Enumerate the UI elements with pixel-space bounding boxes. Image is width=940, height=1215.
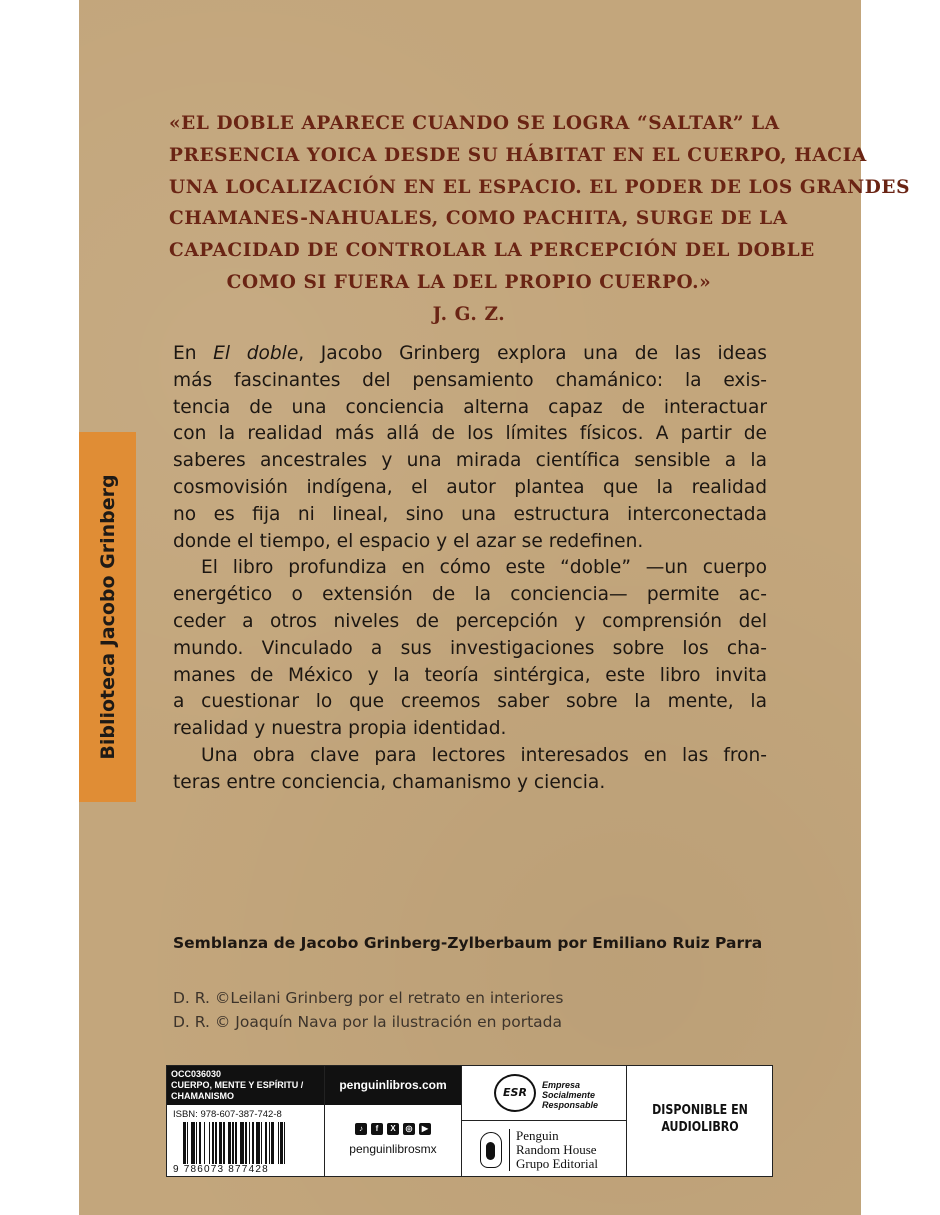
book-back-cover — [79, 0, 911, 1215]
synopsis-line: tencia de una conciencia alterna capaz de interactuar — [173, 396, 767, 418]
synopsis-line: saberes ancestrales y una mirada científica sensible a la — [173, 450, 767, 472]
isbn: ISBN: 978-607-387-742-8 — [173, 1109, 282, 1120]
youtube-icon[interactable]: ▶ — [419, 1123, 431, 1135]
synopsis-line: a cuestionar lo que creemos saber sobre la mente, la — [173, 691, 767, 713]
social-icons — [325, 1123, 461, 1135]
esr-text — [542, 1080, 598, 1110]
audiobook-line: DISPONIBLE EN — [652, 1103, 748, 1118]
synopsis-line: mundo. Vinculado a sus investigaciones sobre los cha- — [173, 637, 767, 659]
synopsis-line: energético o extensión de la conciencia— permite ac- — [173, 584, 767, 606]
image-credits — [173, 986, 793, 1034]
esr-line: Socialmente — [542, 1090, 596, 1100]
publisher-info-box — [166, 1065, 773, 1177]
synopsis-line: con la realidad más allá de los límites físicos. A partir de — [173, 423, 767, 445]
audiobook-label — [638, 1102, 762, 1136]
esr-logo: ESR — [494, 1074, 536, 1112]
social-handle[interactable]: penguinlibrosmx — [349, 1142, 437, 1156]
synopsis-text: , Jacobo Grinberg explora una de las ideas — [298, 343, 767, 364]
barcode-cell — [167, 1066, 325, 1176]
quote-line: CHAMANES-NAHUALES, COMO PACHITA, SURGE DE LA — [169, 208, 788, 230]
audiobook-cell — [627, 1066, 774, 1176]
quote-line: PRESENCIA YOICA DESDE SU HÁBITAT EN EL CUERPO, HACIA — [169, 144, 867, 166]
synopsis-line: no es fija ni lineal, sino una estructura interconectada — [173, 503, 767, 525]
book-title-italic: El doble — [213, 343, 299, 364]
esr-row — [462, 1066, 626, 1121]
esr-line: Responsable — [542, 1100, 599, 1110]
esr-line: Empresa — [542, 1080, 581, 1090]
category-line: CHAMANISMO — [171, 1091, 234, 1101]
barcode-bar — [285, 1122, 288, 1164]
synopsis-line: teras entre conciencia, chamanismo y ciencia. — [173, 771, 606, 793]
biography-credit: Semblanza de Jacobo Grinberg-Zylberbaum por Emiliano Ruiz Parra — [173, 934, 763, 952]
publisher-line: Penguin — [516, 1128, 559, 1143]
quote-line: COMO SI FUERA LA DEL PROPIO CUERPO.» — [226, 271, 712, 293]
web-cell — [325, 1066, 462, 1176]
category-header — [167, 1066, 324, 1105]
audiobook-line: AUDIOLIBRO — [661, 1120, 739, 1135]
publisher-line: Grupo Editorial — [516, 1156, 598, 1171]
series-label: Biblioteca Jacobo Grinberg — [96, 474, 119, 760]
barcode — [183, 1122, 319, 1164]
credit-line: D. R. ©Leilani Grinberg por el retrato en interiores — [173, 989, 564, 1007]
x-icon[interactable]: X — [387, 1123, 399, 1135]
synopsis-line: donde el tiempo, el espacio y el azar se redefinen. — [173, 530, 644, 552]
synopsis-line: cosmovisión indígena, el autor plantea que la realidad — [173, 476, 767, 498]
category-code: OCC036030 — [171, 1069, 222, 1079]
series-tab — [79, 432, 136, 802]
synopsis-text: En — [173, 343, 214, 364]
quote-line: UNA LOCALIZACIÓN EN EL ESPACIO. EL PODER DE LOS GRANDES — [169, 176, 911, 198]
synopsis-line: más fascinantes del pensamiento chamánico: la exis- — [173, 369, 767, 391]
quote-line: «EL DOBLE APARECE CUANDO SE LOGRA “SALTAR” LA — [169, 113, 780, 134]
synopsis-line: manes de México y la teoría sintérgica, este libro invita — [173, 664, 767, 686]
cover-quote — [169, 108, 911, 331]
category-line: CUERPO, MENTE Y ESPÍRITU / — [171, 1080, 304, 1090]
quote-author: J. G. Z. — [432, 303, 506, 325]
penguin-logo-icon — [480, 1132, 502, 1168]
tiktok-icon[interactable]: ♪ — [355, 1123, 367, 1135]
credit-line: D. R. © Joaquín Nava por la ilustración en portada — [173, 1013, 563, 1031]
ean-number: 9 786073 877428 — [173, 1164, 269, 1175]
synopsis-line: El libro profundiza en cómo este “doble” —un cuerpo — [201, 557, 767, 579]
instagram-icon[interactable]: ◎ — [403, 1123, 415, 1135]
synopsis — [173, 341, 767, 797]
synopsis-line: Una obra clave para lectores interesados en las fron- — [201, 744, 767, 766]
publisher-line: Random House — [516, 1142, 597, 1157]
synopsis-line — [173, 341, 767, 368]
quote-line: CAPACIDAD DE CONTROLAR LA PERCEPCIÓN DEL DOBLE — [169, 240, 815, 262]
publisher-name — [509, 1129, 598, 1171]
synopsis-line: realidad y nuestra propia identidad. — [173, 718, 507, 740]
publisher-cell — [462, 1066, 627, 1176]
website-link[interactable]: penguinlibros.com — [325, 1066, 461, 1105]
synopsis-line: ceder a otros niveles de percepción y comprensión del — [173, 610, 767, 632]
facebook-icon[interactable]: f — [371, 1123, 383, 1135]
